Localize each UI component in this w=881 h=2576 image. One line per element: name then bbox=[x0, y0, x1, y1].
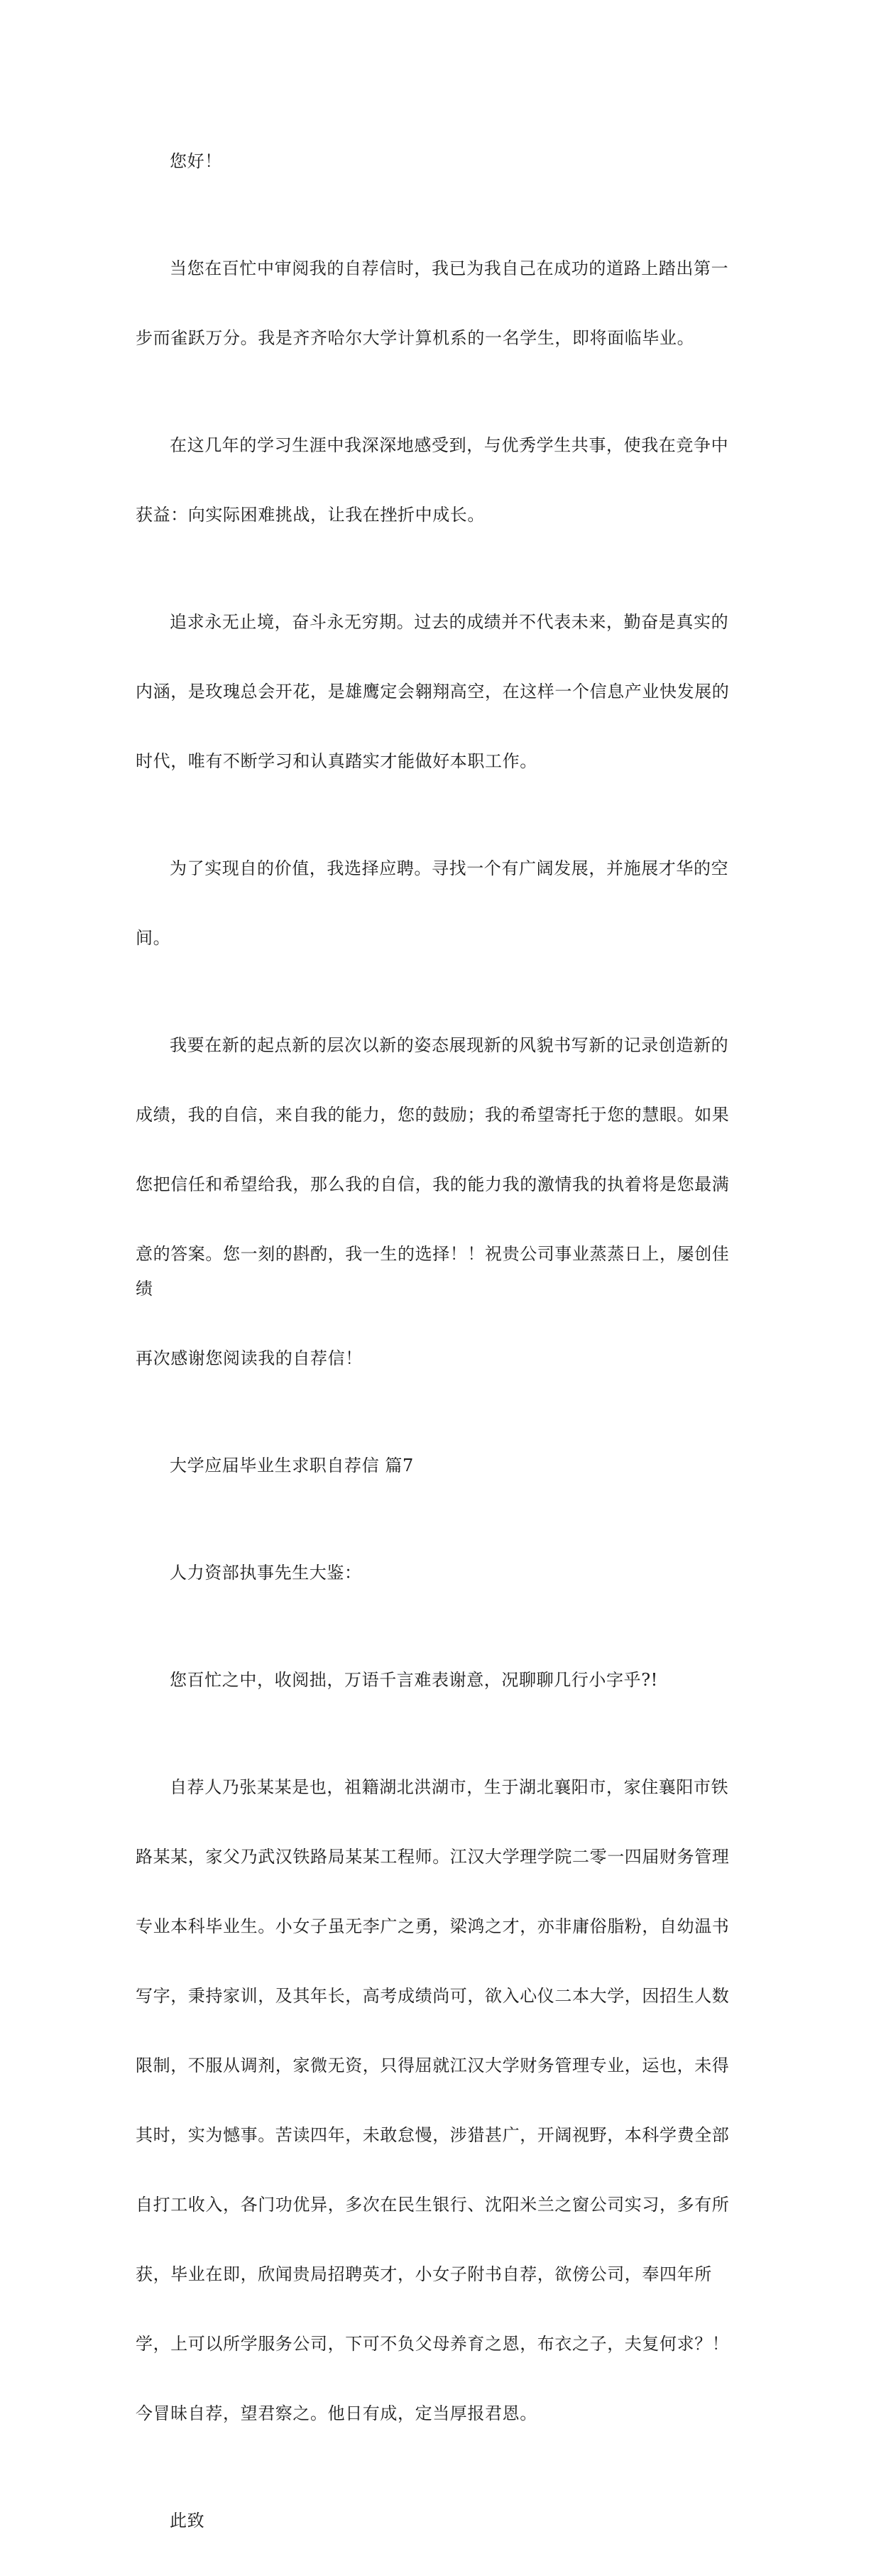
text-line: 时代，唯有不断学习和认真踏实才能做好本职工作。 bbox=[136, 751, 537, 771]
text-line: 写字，秉持家训，及其年长，高考成绩尚可，欲入心仪二本大学，因招生人数 bbox=[136, 1986, 730, 2006]
text-line: 间。 bbox=[136, 928, 171, 948]
text-line: 此致 bbox=[170, 2511, 205, 2531]
closing bbox=[136, 2469, 746, 2573]
text-line: 路某某，家父乃武汉铁路局某某工程师。江汉大学理学院二零一四届财务管理 bbox=[136, 1847, 730, 1867]
paragraph bbox=[136, 1735, 746, 2466]
paragraph bbox=[136, 993, 746, 1411]
text-line: 今冒昧自荐，望君察之。他日有成，定当厚报君恩。 bbox=[136, 2403, 537, 2423]
text-line: 您百忙之中，收阅拙，万语千言难表谢意，况聊聊几行小字乎?! bbox=[170, 1670, 658, 1690]
text-line: 我要在新的起点新的层次以新的姿态展现新的风貌书写新的记录创造新的 bbox=[170, 1035, 729, 1055]
paragraph bbox=[136, 217, 746, 391]
text-line: 限制，不服从调剂，家微无资，只得屈就江汉大学财务管理专业，运也，未得 bbox=[136, 2056, 730, 2075]
paragraph bbox=[136, 570, 746, 814]
document-body bbox=[136, 109, 746, 2576]
text-line: 获，毕业在即，欣闻贵局招聘英才，小女子附书自荐，欲傍公司，奉四年所 bbox=[136, 2264, 712, 2284]
text-line: 获益：向实际困难挑战，让我在挫折中成长。 bbox=[136, 505, 485, 525]
text-line: 成绩，我的自信，来自我的能力，您的鼓励；我的希望寄托于您的慧眼。如果 bbox=[136, 1105, 730, 1125]
text-line: 当您在百忙中审阅我的自荐信时，我已为我自己在成功的道路上踏出第一 bbox=[170, 258, 729, 278]
salutation bbox=[136, 1521, 746, 1625]
text-line: 您把信任和希望给我，那么我的自信，我的能力我的激情我的执着将是您最满 bbox=[136, 1174, 730, 1194]
text-line: 内涵，是玫瑰总会开花，是雄鹰定会翱翔高空，在这样一个信息产业快发展的 bbox=[136, 682, 730, 702]
paragraph bbox=[136, 393, 746, 567]
text-line: 其时，实为憾事。苦读四年，未敢怠慢，涉猎甚广，开阔视野，本科学费全部 bbox=[136, 2125, 730, 2145]
paragraph bbox=[136, 817, 746, 990]
text-line: 步而雀跃万分。我是齐齐哈尔大学计算机系的一名学生，即将面临毕业。 bbox=[136, 328, 695, 348]
section-heading bbox=[136, 1414, 746, 1518]
text-line: 自荐人乃张某某是也，祖籍湖北洪湖市，生于湖北襄阳市，家住襄阳市铁 bbox=[170, 1777, 729, 1797]
text-line: 在这几年的学习生涯中我深深地感受到，与优秀学生共事，使我在竞争中 bbox=[170, 435, 729, 455]
text-line: 学，上可以所学服务公司，下可不负父母养育之恩，布衣之子，夫复何求？！ bbox=[136, 2334, 730, 2354]
text-line: 自打工收入，各门功优异，多次在民生银行、沈阳米兰之窗公司实习，多有所 bbox=[136, 2195, 730, 2215]
text-line: 大学应届毕业生求职自荐信 篇7 bbox=[170, 1456, 414, 1475]
paragraph bbox=[136, 109, 746, 214]
text-line: 追求永无止境，奋斗永无穷期。过去的成绩并不代表未来，勤奋是真实的 bbox=[170, 612, 729, 632]
text-line: 专业本科毕业生。小女子虽无李广之勇，梁鸿之才，亦非庸俗脂粉，自幼温书 bbox=[136, 1916, 730, 1936]
text-line: 意的答案。您一刻的斟酌，我一生的选择！！祝贵公司事业蒸蒸日上，屡创佳绩 bbox=[136, 1244, 730, 1299]
text-line: 人力资部执事先生大鉴： bbox=[170, 1563, 362, 1583]
text-line: 您好！ bbox=[170, 151, 222, 171]
paragraph bbox=[136, 1628, 746, 1732]
text-line: 再次感谢您阅读我的自荐信！ bbox=[136, 1348, 363, 1368]
text-line: 为了实现自的价值，我选择应聘。寻找一个有广阔发展，并施展才华的空 bbox=[170, 858, 729, 878]
